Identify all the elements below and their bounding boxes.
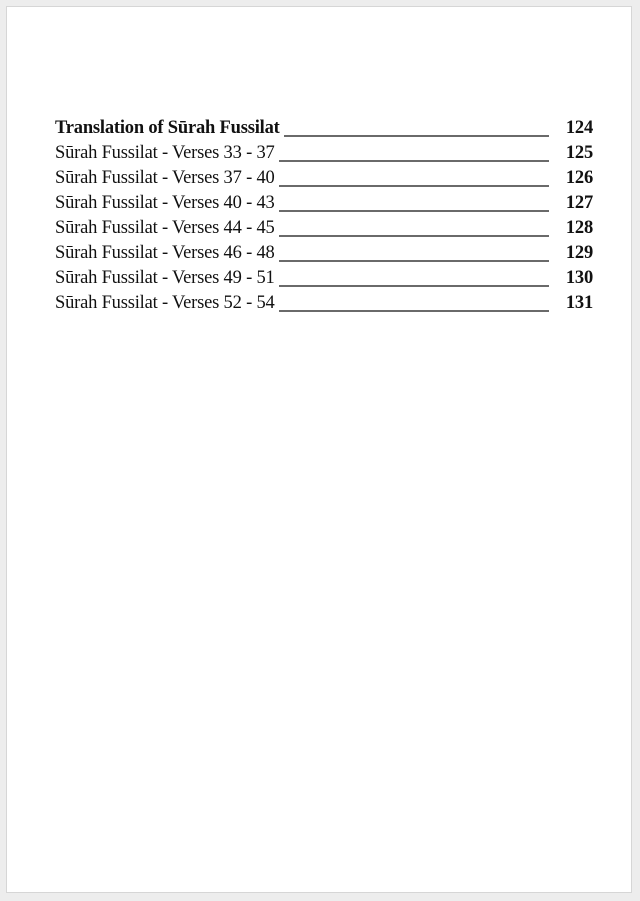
toc-entry[interactable] <box>55 238 593 263</box>
toc-leader-line <box>279 260 549 262</box>
toc-leader-line <box>279 210 549 212</box>
toc-entry[interactable] <box>55 113 593 138</box>
toc-leader-line <box>279 310 549 312</box>
document-page <box>6 6 632 893</box>
toc-entry-title: Sūrah Fussilat - Verses 40 - 43 <box>55 193 275 213</box>
toc-entry-title: Sūrah Fussilat - Verses 44 - 45 <box>55 218 275 238</box>
toc-entry-page-number: 126 <box>565 168 593 188</box>
toc-entry-title: Sūrah Fussilat - Verses 46 - 48 <box>55 243 275 263</box>
toc-entry-page-number: 131 <box>565 293 593 313</box>
toc-entry[interactable] <box>55 138 593 163</box>
toc-entry-title: Sūrah Fussilat - Verses 52 - 54 <box>55 293 275 313</box>
toc-entry-page-number: 130 <box>565 268 593 288</box>
toc-entry-title: Translation of Sūrah Fussilat <box>55 118 280 138</box>
toc-entry-page-number: 127 <box>565 193 593 213</box>
toc-leader-line <box>279 185 549 187</box>
toc-entry[interactable] <box>55 213 593 238</box>
toc-entry-page-number: 128 <box>565 218 593 238</box>
toc-leader-line <box>279 235 549 237</box>
table-of-contents <box>55 113 593 313</box>
toc-entry[interactable] <box>55 188 593 213</box>
toc-entry[interactable] <box>55 288 593 313</box>
toc-leader-line <box>279 285 549 287</box>
toc-entry[interactable] <box>55 163 593 188</box>
toc-entry[interactable] <box>55 263 593 288</box>
toc-entry-title: Sūrah Fussilat - Verses 49 - 51 <box>55 268 275 288</box>
toc-leader-line <box>279 160 549 162</box>
toc-entry-page-number: 129 <box>565 243 593 263</box>
toc-entry-page-number: 124 <box>565 118 593 138</box>
toc-entry-title: Sūrah Fussilat - Verses 33 - 37 <box>55 143 275 163</box>
toc-entry-title: Sūrah Fussilat - Verses 37 - 40 <box>55 168 275 188</box>
toc-entry-page-number: 125 <box>565 143 593 163</box>
toc-leader-line <box>284 135 549 137</box>
